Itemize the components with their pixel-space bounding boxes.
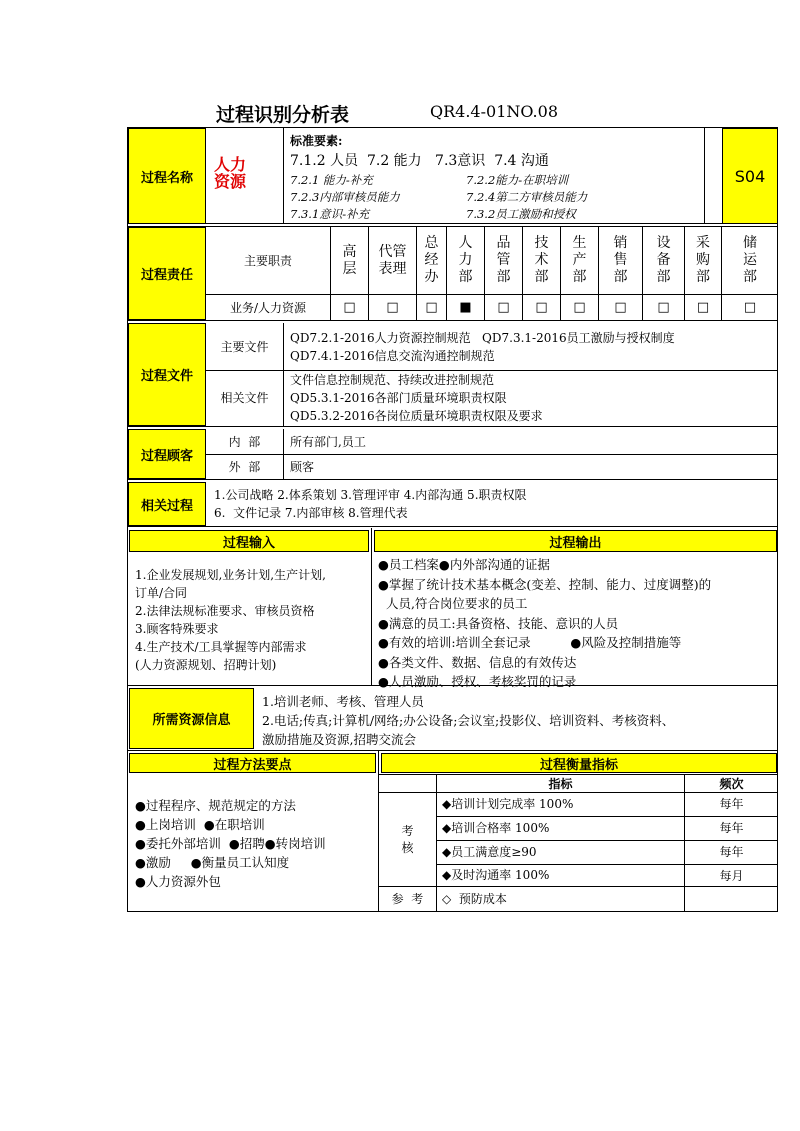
process-input-header: 过程输入 (129, 530, 369, 552)
checkbox[interactable]: □ (331, 295, 369, 320)
checkbox[interactable]: □ (485, 295, 523, 320)
dept-senior-management: 高 层 (331, 227, 369, 294)
checkbox[interactable]: □ (369, 295, 417, 320)
dept-sales: 销 售 部 (599, 227, 643, 294)
resources-label: 所需资源信息 (129, 688, 254, 749)
external-customer-label: 外 部 (206, 454, 284, 479)
method-list: ●过程程序、规范规定的方法 ●上岗培训 ●在职培训 ●委托外部培训 ●招聘●转岗培训 ●激励 ●衡量员工认知度 ●人力资源外包 (135, 798, 326, 889)
standard-sub-right: 7.2.2能力-在职培训 7.2.4第二方审核员能力 7.3.2员工激励和授权 (466, 173, 588, 221)
customers-label: 过程顾客 (128, 429, 206, 479)
process-name-value: 人力 资源 (214, 155, 247, 191)
assess-label: 考 核 (401, 823, 414, 855)
frequency-cell: 每月 (719, 868, 744, 883)
frequency-cell: 每年 (719, 844, 744, 859)
dept-production: 生 产 部 (561, 227, 599, 294)
resources-list: 1.培训老师、考核、管理人员 2.电话;传真;计算机/网络;办公设备;会议室;投影仪、培训资料、考核资料、 激励措施及资源,招聘交流会 (262, 694, 675, 747)
checkbox[interactable]: □ (685, 295, 722, 320)
indicator-column-header: 指标 (548, 776, 573, 791)
related-process-list: 1.公司战略 2.体系策划 3.管理评审 4.内部沟通 5.职责权限 6. 文件记录 7.内部审核 8.管理代表 (214, 488, 527, 520)
main-documents-list: QD7.2.1-2016人力资源控制规范 QD7.3.1-2016员工激励与授权制度 QD7.4.1-2016信息交流沟通控制规范 (290, 331, 675, 363)
checkbox[interactable]: □ (561, 295, 599, 320)
standard-label: 标准要素: (290, 134, 343, 148)
frequency-column-header: 频次 (719, 776, 744, 791)
standard-sub-left: 7.2.1 能力-补充 7.2.3内部审核员能力 7.3.1意识-补充 (290, 173, 400, 221)
main-duty-label: 主要职责 (206, 227, 331, 294)
process-input-list: 1.企业发展规划,业务计划,生产计划, 订单/合同 2.法律法规标准要求、审核员资格 3.顾客特殊要求 4.生产技术/工具掌握等内部需求 (人力资源规划、招聘计划) (135, 568, 326, 672)
reference-value: ◇ 预防成本 (442, 892, 507, 906)
form-code: QR4.4-01NO.08 (430, 102, 558, 121)
documents-label: 过程文件 (128, 323, 206, 426)
related-documents-label: 相关文件 (206, 370, 284, 426)
process-name-label: 过程名称 (128, 128, 206, 224)
indicator-cell: ◆及时沟通率 100% (442, 868, 550, 882)
process-name-cell (206, 128, 284, 224)
dept-technical: 技 术 部 (523, 227, 561, 294)
checkbox[interactable]: □ (743, 300, 757, 315)
responsibility-marks (331, 295, 778, 320)
dept-purchasing: 采 购 部 (685, 227, 722, 294)
dept-equipment: 设 备 部 (643, 227, 685, 294)
process-output-header: 过程输出 (374, 530, 777, 552)
dept-management-representative: 代管 表理 (369, 227, 417, 294)
related-documents-list: 文件信息控制规范、持续改进控制规范 QD5.3.1-2016各部门质量环境职责权限 QD5.3.2-2016各岗位质量环境职责权限及要求 (290, 373, 543, 423)
frequency-cell: 每年 (719, 797, 744, 811)
checkbox-checked[interactable]: ■ (447, 295, 485, 320)
process-output-list: ●员工档案●内外部沟通的证据 ●掌握了统计技术基本概念(变差、控制、能力、过度调整)的 人员,符合岗位要求的员工 ●满意的员工:具备资格、技能、意识的人员 ●有效的培训:培训全套记录 ●风险及控制措施等 ●各类文件、数据、信息的有效传达 ●人员激励、授权、考核奖罚的记录 (378, 557, 712, 689)
spacer-cell (704, 128, 722, 224)
process-code: S04 (722, 128, 778, 224)
external-customer-value: 顾客 (290, 460, 315, 474)
dept-storage: 储 运 部 (743, 235, 757, 285)
department-headers (331, 227, 778, 294)
duty-row-label: 业务/人力资源 (206, 294, 331, 320)
checkbox[interactable]: □ (599, 295, 643, 320)
indicator-cell: ◆员工满意度≥90 (442, 845, 537, 859)
frequency-cell: 每年 (719, 820, 744, 835)
checkbox[interactable]: □ (417, 295, 447, 320)
method-header: 过程方法要点 (129, 753, 376, 773)
responsibility-label: 过程责任 (128, 227, 206, 320)
standard-elements (284, 128, 704, 224)
indicator-cell: ◆培训合格率 100% (442, 821, 550, 835)
checkbox[interactable]: □ (523, 295, 561, 320)
internal-customer-value: 所有部门,员工 (290, 435, 366, 449)
main-documents-label: 主要文件 (206, 323, 284, 370)
checkbox[interactable]: □ (643, 295, 685, 320)
dept-quality: 品 管 部 (485, 227, 523, 294)
dept-hr: 人 力 部 (447, 227, 485, 294)
page-title: 过程识别分析表 (216, 104, 350, 126)
reference-label: 参 考 (391, 892, 424, 906)
dept-general-office: 总 经 办 (417, 227, 447, 294)
indicator-cell: ◆培训计划完成率 100% (442, 797, 574, 811)
internal-customer-label: 内 部 (206, 429, 284, 454)
related-process-label: 相关过程 (128, 482, 206, 526)
metrics-header: 过程衡量指标 (381, 753, 777, 773)
standard-line: 7.1.2 人员 7.2 能力 7.3意识 7.4 沟通 (290, 153, 549, 169)
